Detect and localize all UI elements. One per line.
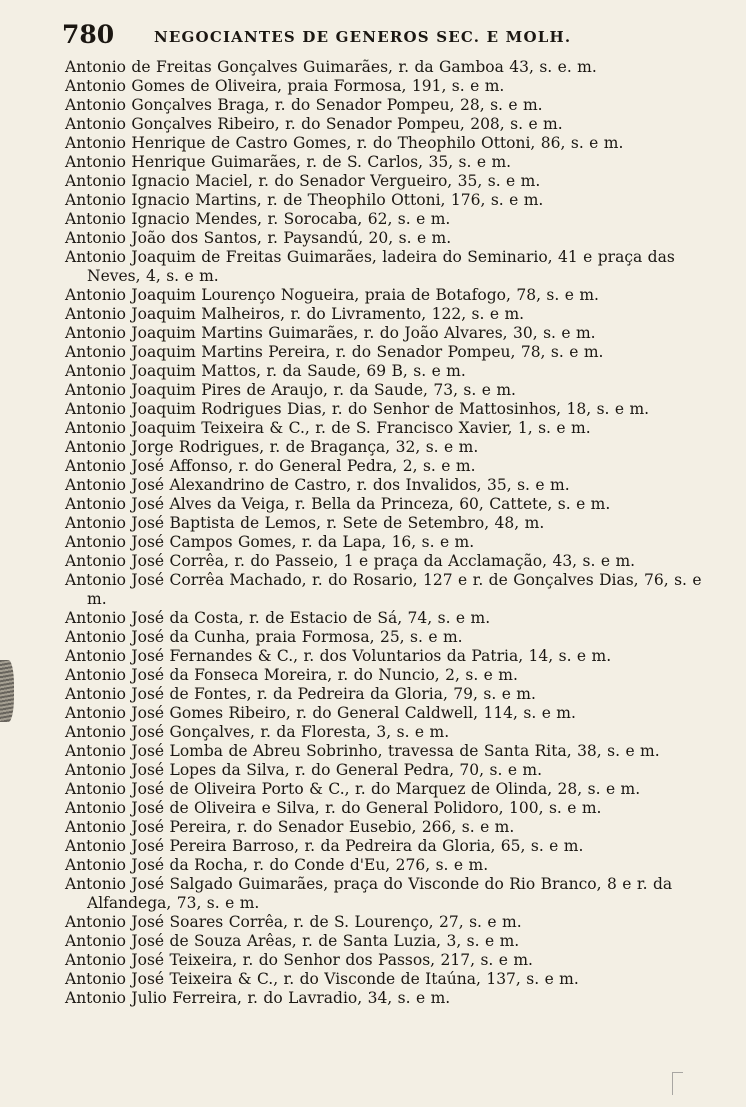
directory-entry: Antonio Joaquim de Freitas Guimarães, ladeira do Seminario, 41 e praça das Neves, 4, s. e m. [65, 248, 675, 285]
directory-entry: Antonio José da Costa, r. de Estacio de Sá, 74, s. e m. [65, 609, 491, 627]
directory-entry: Antonio Henrique Guimarães, r. de S. Carlos, 35, s. e m. [65, 153, 512, 171]
directory-entry: Antonio José Soares Corrêa, r. de S. Lourenço, 27, s. e m. [65, 913, 522, 931]
directory-entry: Antonio Gonçalves Ribeiro, r. do Senador Pompeu, 208, s. e m. [65, 115, 563, 133]
directory-entry: Antonio José Affonso, r. do General Pedra, 2, s. e m. [65, 457, 476, 475]
directory-entry: Antonio José Corrêa, r. do Passeio, 1 e praça da Acclamação, 43, s. e m. [65, 552, 636, 570]
directory-entry: Antonio Joaquim Pires de Araujo, r. da Saude, 73, s. e m. [65, 381, 516, 399]
directory-entry: Antonio José Gomes Ribeiro, r. do General Caldwell, 114, s. e m. [65, 704, 576, 722]
merchant-list [65, 58, 715, 1008]
directory-entry: Antonio José Alves da Veiga, r. Bella da Princeza, 60, Cattete, s. e m. [65, 495, 611, 513]
directory-entry: Antonio José de Oliveira Porto & C., r. do Marquez de Olinda, 28, s. e m. [65, 780, 641, 798]
directory-entry: Antonio Joaquim Rodrigues Dias, r. do Senhor de Mattosinhos, 18, s. e m. [65, 400, 650, 418]
directory-entry: Antonio José Pereira Barroso, r. da Pedreira da Gloria, 65, s. e m. [65, 837, 584, 855]
directory-entry: Antonio Julio Ferreira, r. do Lavradio, 34, s. e m. [65, 989, 451, 1007]
directory-entry: Antonio José Corrêa Machado, r. do Rosario, 127 e r. de Gonçalves Dias, 76, s. e m. [65, 571, 702, 608]
directory-entry: Antonio José Campos Gomes, r. da Lapa, 16, s. e m. [65, 533, 475, 551]
directory-entry: Antonio José Gonçalves, r. da Floresta, 3, s. e m. [65, 723, 450, 741]
directory-entry: Antonio Joaquim Lourenço Nogueira, praia de Botafogo, 78, s. e m. [65, 286, 599, 304]
directory-entry: Antonio José Teixeira & C., r. do Visconde de Itaúna, 137, s. e m. [65, 970, 579, 988]
directory-entry: Antonio Henrique de Castro Gomes, r. do Theophilo Ottoni, 86, s. e m. [65, 134, 624, 152]
directory-entry: Antonio Joaquim Mattos, r. da Saude, 69 B, s. e m. [65, 362, 466, 380]
directory-entry: Antonio José de Fontes, r. da Pedreira da Gloria, 79, s. e m. [65, 685, 536, 703]
directory-entry: Antonio Joaquim Malheiros, r. do Livramento, 122, s. e m. [65, 305, 525, 323]
directory-entry: Antonio José de Oliveira e Silva, r. do General Polidoro, 100, s. e m. [65, 799, 602, 817]
directory-entry: Antonio José Pereira, r. do Senador Eusebio, 266, s. e m. [65, 818, 515, 836]
directory-entry: Antonio José da Rocha, r. do Conde d'Eu, 276, s. e m. [65, 856, 489, 874]
directory-entry: Antonio José Lomba de Abreu Sobrinho, travessa de Santa Rita, 38, s. e m. [65, 742, 660, 760]
directory-entry: Antonio Gomes de Oliveira, praia Formosa, 191, s. e m. [65, 77, 505, 95]
directory-entry: Antonio José Baptista de Lemos, r. Sete de Setembro, 48, m. [65, 514, 545, 532]
directory-entry: Antonio Jorge Rodrigues, r. de Bragança, 32, s. e m. [65, 438, 479, 456]
directory-entry: Antonio José Salgado Guimarães, praça do Visconde do Rio Branco, 8 e r. da Alfandega, 73, s. e m. [65, 875, 673, 912]
directory-entry: Antonio José de Souza Arêas, r. de Santa Luzia, 3, s. e m. [65, 932, 520, 950]
running-head: NEGOCIANTES DE GENEROS SEC. E MOLH. [154, 28, 572, 46]
directory-entry: Antonio José da Fonseca Moreira, r. do Nuncio, 2, s. e m. [65, 666, 518, 684]
directory-entry: Antonio Gonçalves Braga, r. do Senador Pompeu, 28, s. e m. [65, 96, 543, 114]
directory-entry: Antonio Joaquim Teixeira & C., r. de S. Francisco Xavier, 1, s. e m. [65, 419, 591, 437]
directory-entry: Antonio José da Cunha, praia Formosa, 25, s. e m. [65, 628, 463, 646]
page-number: 780 [62, 20, 115, 49]
ink-blot-mark [0, 660, 14, 722]
directory-entry: Antonio Joaquim Martins Pereira, r. do Senador Pompeu, 78, s. e m. [65, 343, 604, 361]
directory-entry: Antonio José Fernandes & C., r. dos Voluntarios da Patria, 14, s. e m. [65, 647, 612, 665]
directory-entry: Antonio Ignacio Maciel, r. do Senador Vergueiro, 35, s. e m. [65, 172, 541, 190]
directory-entry: Antonio João dos Santos, r. Paysandú, 20, s. e m. [65, 229, 452, 247]
directory-entry: Antonio José Alexandrino de Castro, r. dos Invalidos, 35, s. e m. [65, 476, 570, 494]
directory-entry: Antonio Ignacio Mendes, r. Sorocaba, 62, s. e m. [65, 210, 451, 228]
directory-entry: Antonio José Teixeira, r. do Senhor dos Passos, 217, s. e m. [65, 951, 533, 969]
corner-mark [672, 1072, 683, 1095]
page-header [62, 20, 712, 54]
directory-entry: Antonio de Freitas Gonçalves Guimarães, r. da Gamboa 43, s. e. m. [65, 58, 597, 76]
directory-entry: Antonio José Lopes da Silva, r. do General Pedra, 70, s. e m. [65, 761, 543, 779]
directory-entry: Antonio Ignacio Martins, r. de Theophilo Ottoni, 176, s. e m. [65, 191, 544, 209]
directory-entry: Antonio Joaquim Martins Guimarães, r. do João Alvares, 30, s. e m. [65, 324, 596, 342]
